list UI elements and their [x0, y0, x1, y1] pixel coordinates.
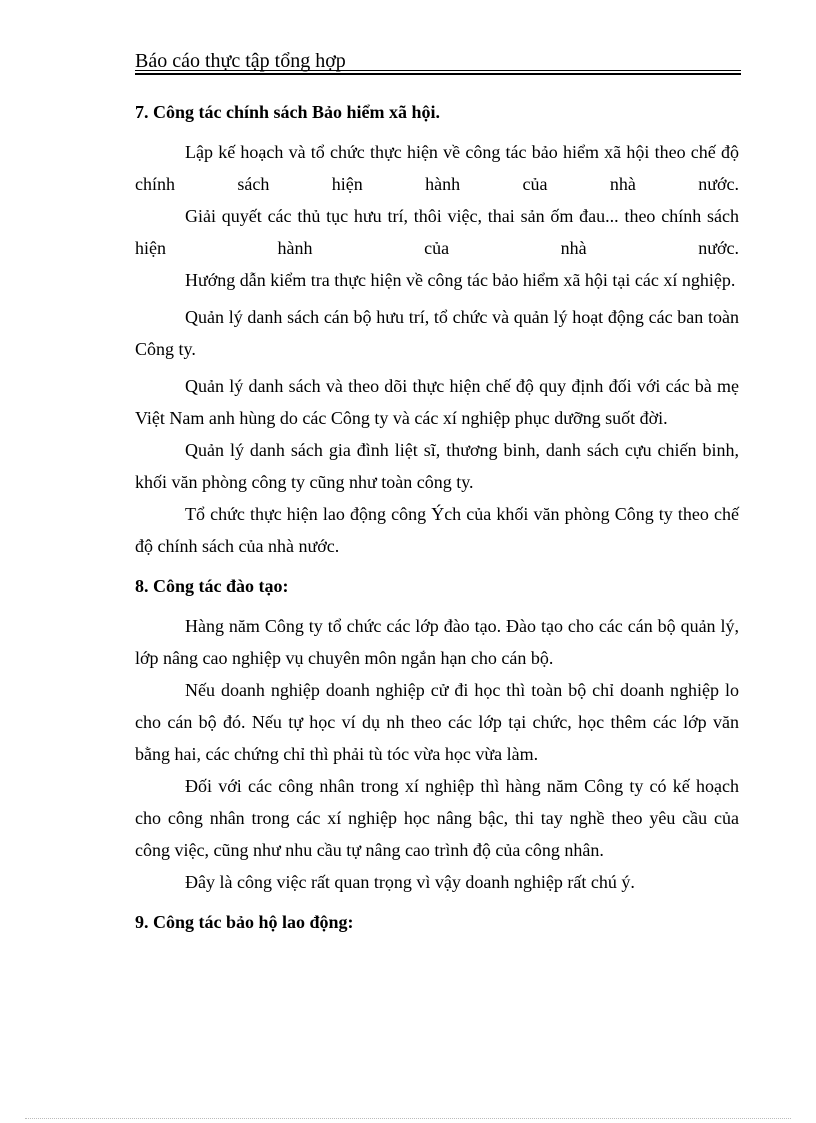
paragraph: Hàng năm Công ty tổ chức các lớp đào tạo. Đào tạo cho các cán bộ quản lý, lớp nâng cao nghiệp vụ chuyên môn ngắn hạn cho cán bộ.	[135, 616, 739, 668]
paragraph: Hướng dẫn kiểm tra thực hiện về công tác bảo hiểm xã hội tại các xí nghiệp.	[185, 270, 736, 290]
header-title: Báo cáo thực tập tổng hợp	[135, 50, 346, 72]
page-header	[135, 48, 741, 76]
document-body	[135, 96, 739, 938]
header-rule-thick	[135, 73, 741, 75]
paragraph: Lập kế hoạch và tổ chức thực hiện về công tác bảo hiểm xã hội theo chế độ chính sách hiện hành của nhà nước.	[135, 142, 739, 194]
paragraph: Quản lý danh sách và theo dõi thực hiện chế độ quy định đối với các bà mẹ Việt Nam anh hùng do các Công ty và các xí nghiệp phục dưỡng suốt đời.	[135, 376, 739, 428]
paragraph: Đối với các công nhân trong xí nghiệp thì hàng năm Công ty có kế hoạch cho công nhân trong các xí nghiệp học nâng bậc, thi tay nghề theo yêu cầu của công việc, cũng như nhu cầu tự nâng cao trình độ của công nhân.	[135, 776, 739, 860]
paragraph: Quản lý danh sách gia đình liệt sĩ, thương binh, danh sách cựu chiến binh, khối văn phòng công ty cũng như toàn công ty.	[135, 440, 739, 492]
section-8-heading: 8. Công tác đào tạo:	[135, 576, 289, 596]
page-bottom-rule	[25, 1118, 791, 1119]
paragraph: Quản lý danh sách cán bộ hưu trí, tổ chức và quản lý hoạt động các ban toàn Công ty.	[135, 307, 739, 359]
section-7-heading: 7. Công tác chính sách Bảo hiểm xã hội.	[135, 102, 441, 122]
paragraph: Tổ chức thực hiện lao động công Ých của khối văn phòng Công ty theo chế độ chính sách của nhà nước.	[135, 504, 739, 556]
paragraph: Nếu doanh nghiệp doanh nghiệp cử đi học thì toàn bộ chỉ doanh nghiệp lo cho cán bộ đó. Nếu tự học ví dụ nh theo các lớp tại chức, học thêm các lớp văn bằng hai, các chứng chỉ thì phải tù tóc vừa học vừa làm.	[135, 680, 739, 764]
paragraph: Đây là công việc rất quan trọng vì vậy doanh nghiệp rất chú ý.	[185, 872, 635, 892]
section-9-heading: 9. Công tác bảo hộ lao động:	[135, 912, 354, 932]
paragraph: Giải quyết các thủ tục hưu trí, thôi việc, thai sản ốm đau... theo chính sách hiện hành của nhà nước.	[135, 206, 739, 258]
header-rule	[135, 70, 741, 71]
